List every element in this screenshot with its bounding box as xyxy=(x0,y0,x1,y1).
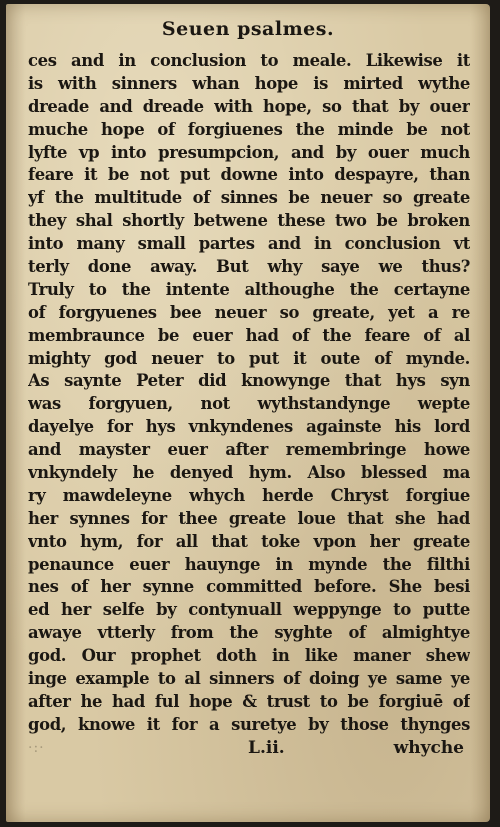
text-line: was forgyuen, not wythstandynge wepte xyxy=(28,394,470,414)
text-line: ces and in conclusion to meale. Likewise it xyxy=(28,51,470,70)
text-line: inge example to al sinners of doing ye same ye xyxy=(28,669,470,689)
page-footer xyxy=(28,738,470,764)
text-line: Truly to the intente althoughe the certayne xyxy=(28,279,470,299)
text-line: is with sinners whan hope is mirted wythe xyxy=(28,73,470,93)
text-line: penaunce euer hauynge in mynde the filthi xyxy=(28,554,470,574)
text-line: into many small partes and in conclusion vt xyxy=(28,234,470,254)
text-line: ed her selfe by contynuall weppynge to putte xyxy=(28,600,470,620)
text-line: terly done away. But why saye we thus? xyxy=(28,257,470,277)
text-line: they shal shortly betwene these two be broken xyxy=(28,211,470,231)
text-line: yf the multitude of sinnes be neuer so greate xyxy=(28,188,470,208)
text-line: god. Our prophet doth in like maner shew xyxy=(28,646,470,666)
text-line: her synnes for thee greate loue that she had xyxy=(28,508,470,528)
faint-mark: ·:· xyxy=(28,740,45,756)
text-line: feare it be not put downe into despayre, than xyxy=(28,165,470,185)
text-line: dayelye for hys vnkyndenes againste his lord xyxy=(28,417,470,437)
text-line: nes of her synne committed before. She besi xyxy=(28,577,470,597)
text-line: muche hope of forgiuenes the minde be not xyxy=(28,119,470,139)
text-line: of forgyuenes bee neuer so greate, yet a re xyxy=(28,302,470,322)
text-line: As saynte Peter did knowynge that hys syn xyxy=(28,371,470,391)
text-block xyxy=(28,50,470,737)
text-line: dreade and dreade with hope, so that by ouer xyxy=(28,96,470,116)
text-line: vnkyndely he denyed hym. Also blessed ma xyxy=(28,463,470,483)
text-line: ry mawdeleyne whych herde Chryst forgiue xyxy=(28,485,470,505)
catchword: whyche xyxy=(393,738,464,758)
text-line: god, knowe it for a suretye by those thynges xyxy=(28,714,470,734)
text-line: mighty god neuer to put it oute of mynde. xyxy=(28,348,470,368)
text-line: vnto hym, for all that toke vpon her greate xyxy=(28,531,470,551)
signature-mark: L.ii. xyxy=(248,738,285,758)
book-page xyxy=(6,4,490,822)
text-line: membraunce be euer had of the feare of al xyxy=(28,325,470,345)
text-line: awaye vtterly from the syghte of almightye xyxy=(28,623,470,643)
text-line: lyfte vp into presumpcion, and by ouer much xyxy=(28,142,470,162)
text-line: and mayster euer after remembringe howe xyxy=(28,440,470,460)
text-line: after he had ful hope & trust to be forgiuē of xyxy=(28,691,470,711)
running-head: Seuen psalmes. xyxy=(161,18,335,40)
